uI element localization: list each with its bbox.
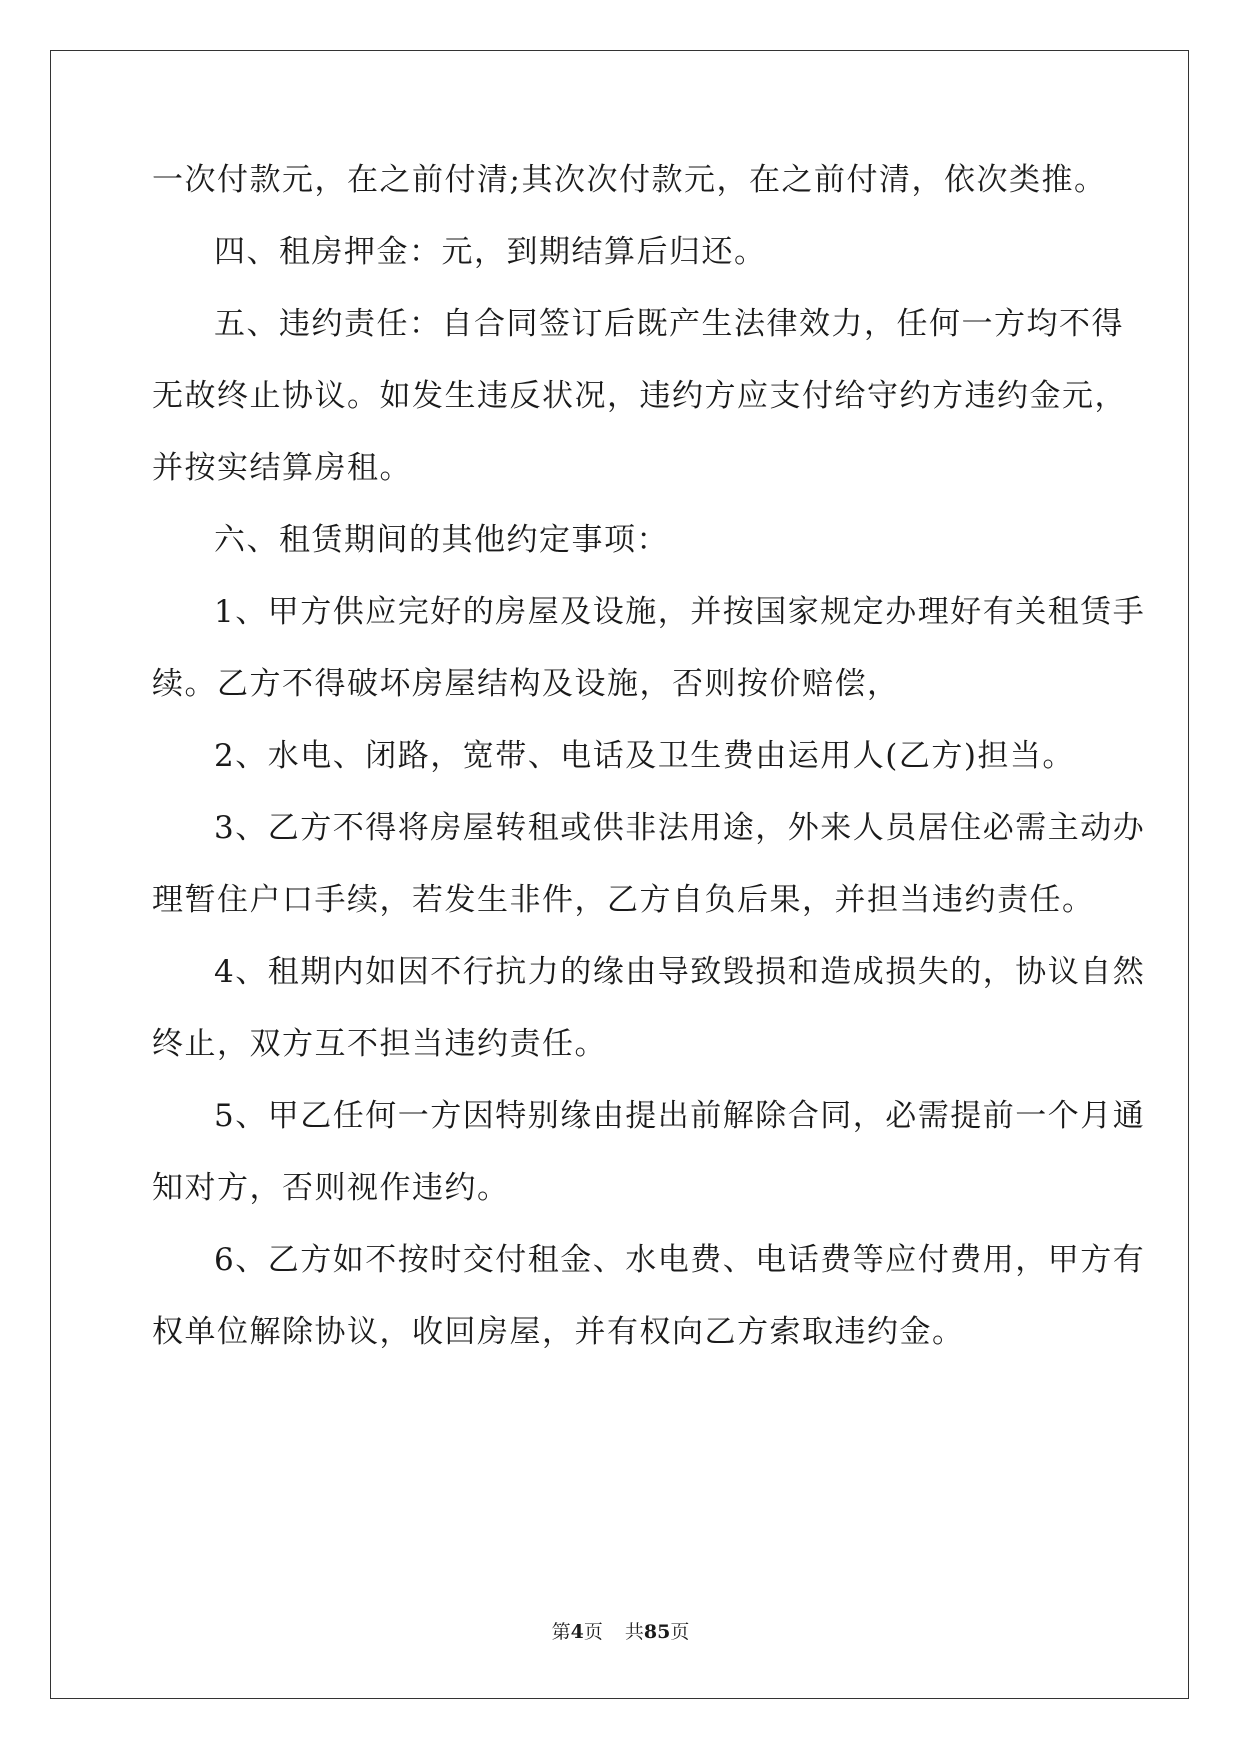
page-prefix: 第 — [551, 1621, 571, 1643]
text-line: 一次付款元，在之前付清;其次次付款元，在之前付清，依次类推。 — [152, 162, 1107, 198]
text-line: 5、甲乙任何一方因特别缘由提出前解除合同，必需提前一个月通 — [214, 1098, 1146, 1134]
page-border — [50, 50, 1189, 1699]
text-line: 四、租房押金：元，到期结算后归还。 — [214, 234, 767, 270]
text-line: 知对方，否则视作违约。 — [152, 1170, 510, 1206]
text-line: 6、乙方如不按时交付租金、水电费、电话费等应付费用，甲方有 — [214, 1242, 1146, 1278]
text-line: 理暂住户口手续，若发生非件，乙方自负后果，并担当违约责任。 — [152, 882, 1095, 918]
page-number: 4 — [570, 1621, 584, 1643]
text-line: 五、违约责任：自合同签订后既产生法律效力，任何一方均不得 — [214, 306, 1124, 342]
text-line: 4、租期内如因不行抗力的缘由导致毁损和造成损失的，协议自然 — [214, 954, 1146, 990]
text-line: 1、甲方供应完好的房屋及设施，并按国家规定办理好有关租赁手 — [214, 594, 1146, 630]
total-pages: 85 — [643, 1621, 671, 1643]
total-prefix: 共 — [624, 1621, 644, 1643]
text-line: 终止，双方互不担当违约责任。 — [152, 1026, 607, 1062]
page-suffix: 页 — [583, 1621, 603, 1643]
text-line: 无故终止协议。如发生违反状况，违约方应支付给守约方违约金元， — [152, 378, 1127, 414]
text-line: 3、乙方不得将房屋转租或供非法用途，外来人员居住必需主动办 — [214, 810, 1146, 846]
text-line: 并按实结算房租。 — [152, 450, 412, 486]
total-suffix: 页 — [670, 1621, 690, 1643]
text-line: 2、水电、闭路，宽带、电话及卫生费由运用人(乙方)担当。 — [214, 738, 1075, 774]
text-line: 权单位解除协议，收回房屋，并有权向乙方索取违约金。 — [152, 1314, 965, 1350]
text-line: 续。乙方不得破坏房屋结构及设施，否则按价赔偿， — [152, 666, 900, 702]
text-line: 六、租赁期间的其他约定事项： — [214, 522, 669, 558]
page-footer — [0, 1620, 1241, 1644]
